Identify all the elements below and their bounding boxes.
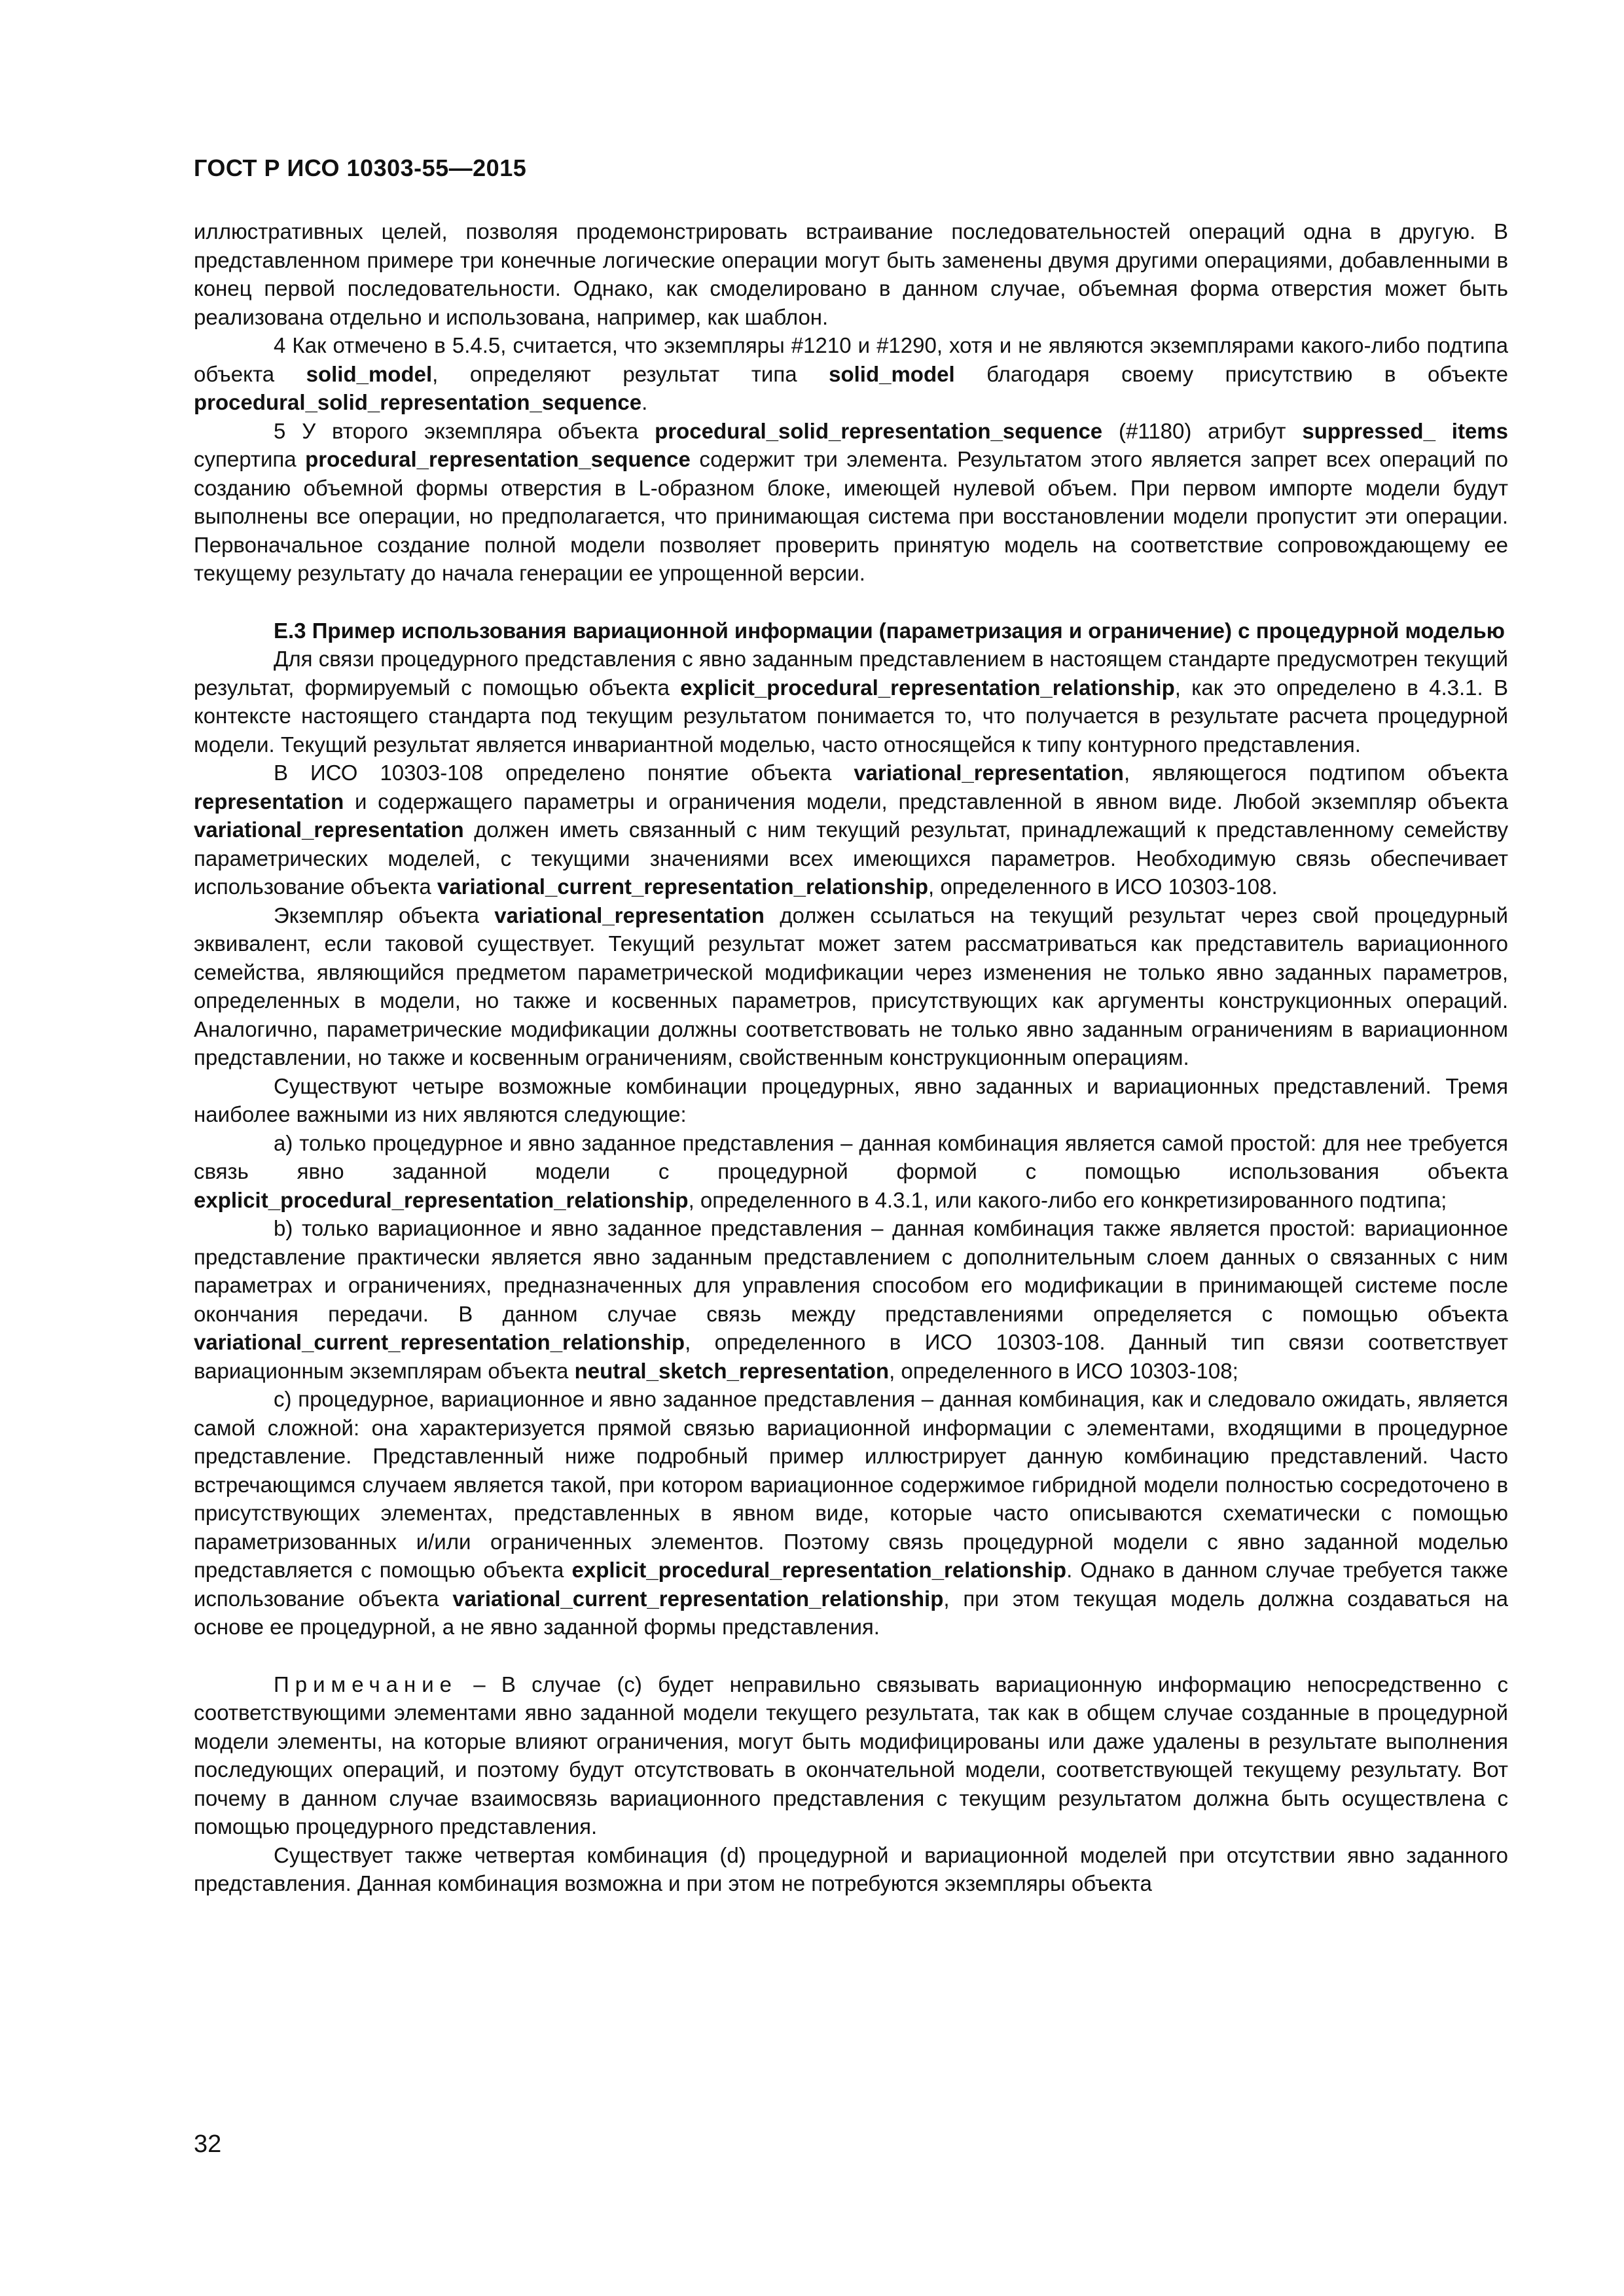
text-run: , определенного в ИСО 10303-108; bbox=[889, 1358, 1238, 1383]
note-paragraph bbox=[194, 1670, 1508, 1841]
entity-name: variational_current_representation_relationship bbox=[194, 1330, 685, 1354]
text-run: , определенного в 4.3.1, или какого-либо его конкретизированного подтипа; bbox=[688, 1187, 1447, 1212]
entity-name: procedural_solid_representation_sequence bbox=[655, 418, 1103, 443]
text-run: супертипа bbox=[194, 447, 306, 471]
text-run: 4 Как отмечено в 5.4.5, считается, что экземпляры #1210 и #1290, хотя и не являются экземплярами какого-либо подтипа объекта bbox=[194, 333, 1508, 386]
paragraph bbox=[194, 759, 1508, 901]
note-text: – В случае (с) будет неправильно связывать вариационную информацию непосредственно с соответствующими элементами явно заданной модели текущего результата, так как в общем случае созданные в процедурной модели элементы, на которые влияют ограничения, могут быть модифицированы или даже удалены в результате выполнения последующих операций, и поэтому будут отсутствовать в окончательной модели, соответствующей текущему результату. Вот почему в данном случае взаимосвязь вариационного представления с текущим результатом должна быть осуществлена с помощью процедурного представления. bbox=[194, 1672, 1508, 1839]
standard-title: ГОСТ Р ИСО 10303-55—2015 bbox=[194, 154, 527, 181]
paragraph: Существуют четыре возможные комбинации процедурных, явно заданных и вариационных представлений. Тремя наиболее важными из них являются следующие: bbox=[194, 1073, 1508, 1126]
list-item-b bbox=[194, 1214, 1508, 1385]
page-number: 32 bbox=[194, 2130, 222, 2158]
section-heading: Е.3 Пример использования вариационной информации (параметризация и ограничение) с процедурной моделью bbox=[274, 618, 1505, 643]
entity-name: procedural_solid_representation_sequence bbox=[194, 390, 642, 414]
entity-name: variational_representation bbox=[194, 817, 464, 842]
list-item-c bbox=[194, 1385, 1508, 1641]
text-run: Экземпляр объекта bbox=[274, 903, 495, 927]
text-run: Для связи процедурного представления с явно заданным представлением в настоящем стандарте предусмотрен текущий результат, формируемый с помощью объекта bbox=[194, 647, 1508, 700]
entity-name: suppressed_ items bbox=[1302, 418, 1508, 443]
entity-name: variational_current_representation_relationship bbox=[452, 1586, 944, 1611]
paragraph bbox=[194, 901, 1508, 1072]
text-run: и содержащего параметры и ограничения модели, представленной в явном виде. Любой экземпляр объекта bbox=[344, 789, 1508, 814]
entity-name: variational_representation bbox=[494, 903, 765, 927]
text-run: , как это определено в 4.3.1. В контексте настоящего стандарта под текущим результатом понимается то, что получается в результате расчета процедурной модели. Текущий результат является инвариантной моделью, часто относящейся к типу контурного представления. bbox=[194, 675, 1509, 757]
entity-name: solid_model bbox=[829, 361, 955, 386]
text-run: с) процедурное, вариационное и явно заданное представления – данная комбинация, как и следовало ожидать, является самой сложной: она характеризуется прямой связью вариационной информации с элементами, входящими в процедурное представление. Представленный ниже подробный пример иллюстрирует данную комбинацию представлений. Часто встречающимся случаем является такой, при котором вариационное содержимое гибридной модели полностью сосредоточено в присутствующих элементах, представленных в явном виде, которые часто описываются схематически с помощью параметризованных и/или ограниченных элементов. Поэтому связь процедурной модели с явно заданной моделью представляется с помощью объекта bbox=[194, 1387, 1508, 1582]
text-run: , определенного в ИСО 10303-108. Данный тип связи соответствует вариационным экземплярам объекта bbox=[194, 1330, 1508, 1383]
text-run: благодаря своему присутствию в объекте bbox=[954, 361, 1508, 386]
text-run: . bbox=[641, 390, 648, 414]
text-run: (#1180) атрибут bbox=[1102, 418, 1303, 443]
entity-name: solid_model bbox=[306, 361, 433, 386]
page-body bbox=[194, 217, 1508, 1898]
text-run: а) только процедурное и явно заданное представления – данная комбинация является самой простой: для нее требуется связь явно заданной модели с процедурной формой с помощью использования объекта bbox=[194, 1130, 1508, 1183]
entity-name: procedural_representation_sequence bbox=[305, 447, 691, 471]
paragraph-note-4 bbox=[194, 331, 1508, 417]
text-run: должен ссылаться на текущий результат через свой процедурный эквивалент, если таковой существует. Текущий результат может затем рассматриваться как представитель вариационного семейства, являющийся предметом параметрической модификации через изменения не только явно заданных параметров, определенных в модели, но также и косвенных параметров, присутствующих как аргументы конструкционных операций. Аналогично, параметрические модификации должны соответствовать не только явно заданным ограничениям в вариационном представлении, но также и косвенным ограничениям, свойственным конструкционным операциям. bbox=[194, 903, 1508, 1069]
text-run: , определяют результат типа bbox=[432, 361, 829, 386]
list-item-a bbox=[194, 1129, 1508, 1215]
entity-name: explicit_procedural_representation_relationship bbox=[680, 675, 1175, 700]
text-run: . Однако в данном случае требуется также использование объекта bbox=[194, 1558, 1508, 1611]
paragraph bbox=[194, 645, 1508, 759]
text-run: , определенного в ИСО 10303-108. bbox=[928, 874, 1278, 899]
entity-name: explicit_procedural_representation_relationship bbox=[571, 1558, 1067, 1582]
text-run: , являющегося подтипом объекта bbox=[1123, 761, 1508, 785]
text-run: содержит три элемента. Результатом этого является запрет всех операций по созданию объемной формы отверстия в L-образном блоке, имеющей нулевой объем. При первом импорте модели будут выполнены все операции, но предполагается, что принимающая система при восстановлении модели пропустит эти операции. Первоначальное создание полной модели позволяет проверить принятую модель на соответствие сопровождающему ее текущему результату до начала генерации ее упрощенной версии. bbox=[194, 447, 1508, 585]
paragraph-note-5 bbox=[194, 417, 1508, 588]
entity-name: neutral_sketch_representation bbox=[574, 1358, 890, 1383]
text-run: , при этом текущая модель должна создаваться на основе ее процедурной, а не явно заданной формы представления. bbox=[194, 1586, 1508, 1639]
paragraph-text: иллюстративных целей, позволяя продемонстрировать встраивание последовательностей операций одна в другую. В представленном примере три конечные логические операции могут быть заменены двумя другими операциями, добавленными в конец первой последовательности. Однако, как смоделировано в данном случае, объемная форма отверстия может быть реализована отдельно и использована, например, как шаблон. bbox=[194, 219, 1508, 329]
text-run: 5 У второго экземпляра объекта bbox=[274, 418, 655, 443]
entity-name: variational_current_representation_relationship bbox=[437, 874, 928, 899]
paragraph: Существует также четвертая комбинация (d) процедурной и вариационной моделей при отсутствии явно заданного представления. Данная комбинация возможна и при этом не потребуются экземпляры объекта bbox=[194, 1842, 1508, 1895]
entity-name: explicit_procedural_representation_relationship bbox=[194, 1187, 689, 1212]
paragraph-continuation bbox=[194, 217, 1508, 331]
text-run: должен иметь связанный с ним текущий результат, принадлежащий к представленному семейству параметрических моделей, с текущими значениями всех имеющихся параметров. Необходимую связь обеспечивает использование объекта bbox=[194, 817, 1508, 899]
note-label: Примечание bbox=[274, 1672, 458, 1696]
text-run: В ИСО 10303-108 определено понятие объекта bbox=[274, 761, 854, 785]
entity-name: representation bbox=[194, 789, 344, 814]
entity-name: variational_representation bbox=[854, 761, 1124, 785]
text-run: b) только вариационное и явно заданное представления – данная комбинация также является простой: вариационное представление практически является явно заданным представлением с дополнительным слоем данных о связанных с ним параметрах и ограничениях, предназначенных для управления способом его модификации в принимающей системе после окончания передачи. В данном случае связь между представлениями определяется с помощью объекта bbox=[194, 1216, 1508, 1326]
